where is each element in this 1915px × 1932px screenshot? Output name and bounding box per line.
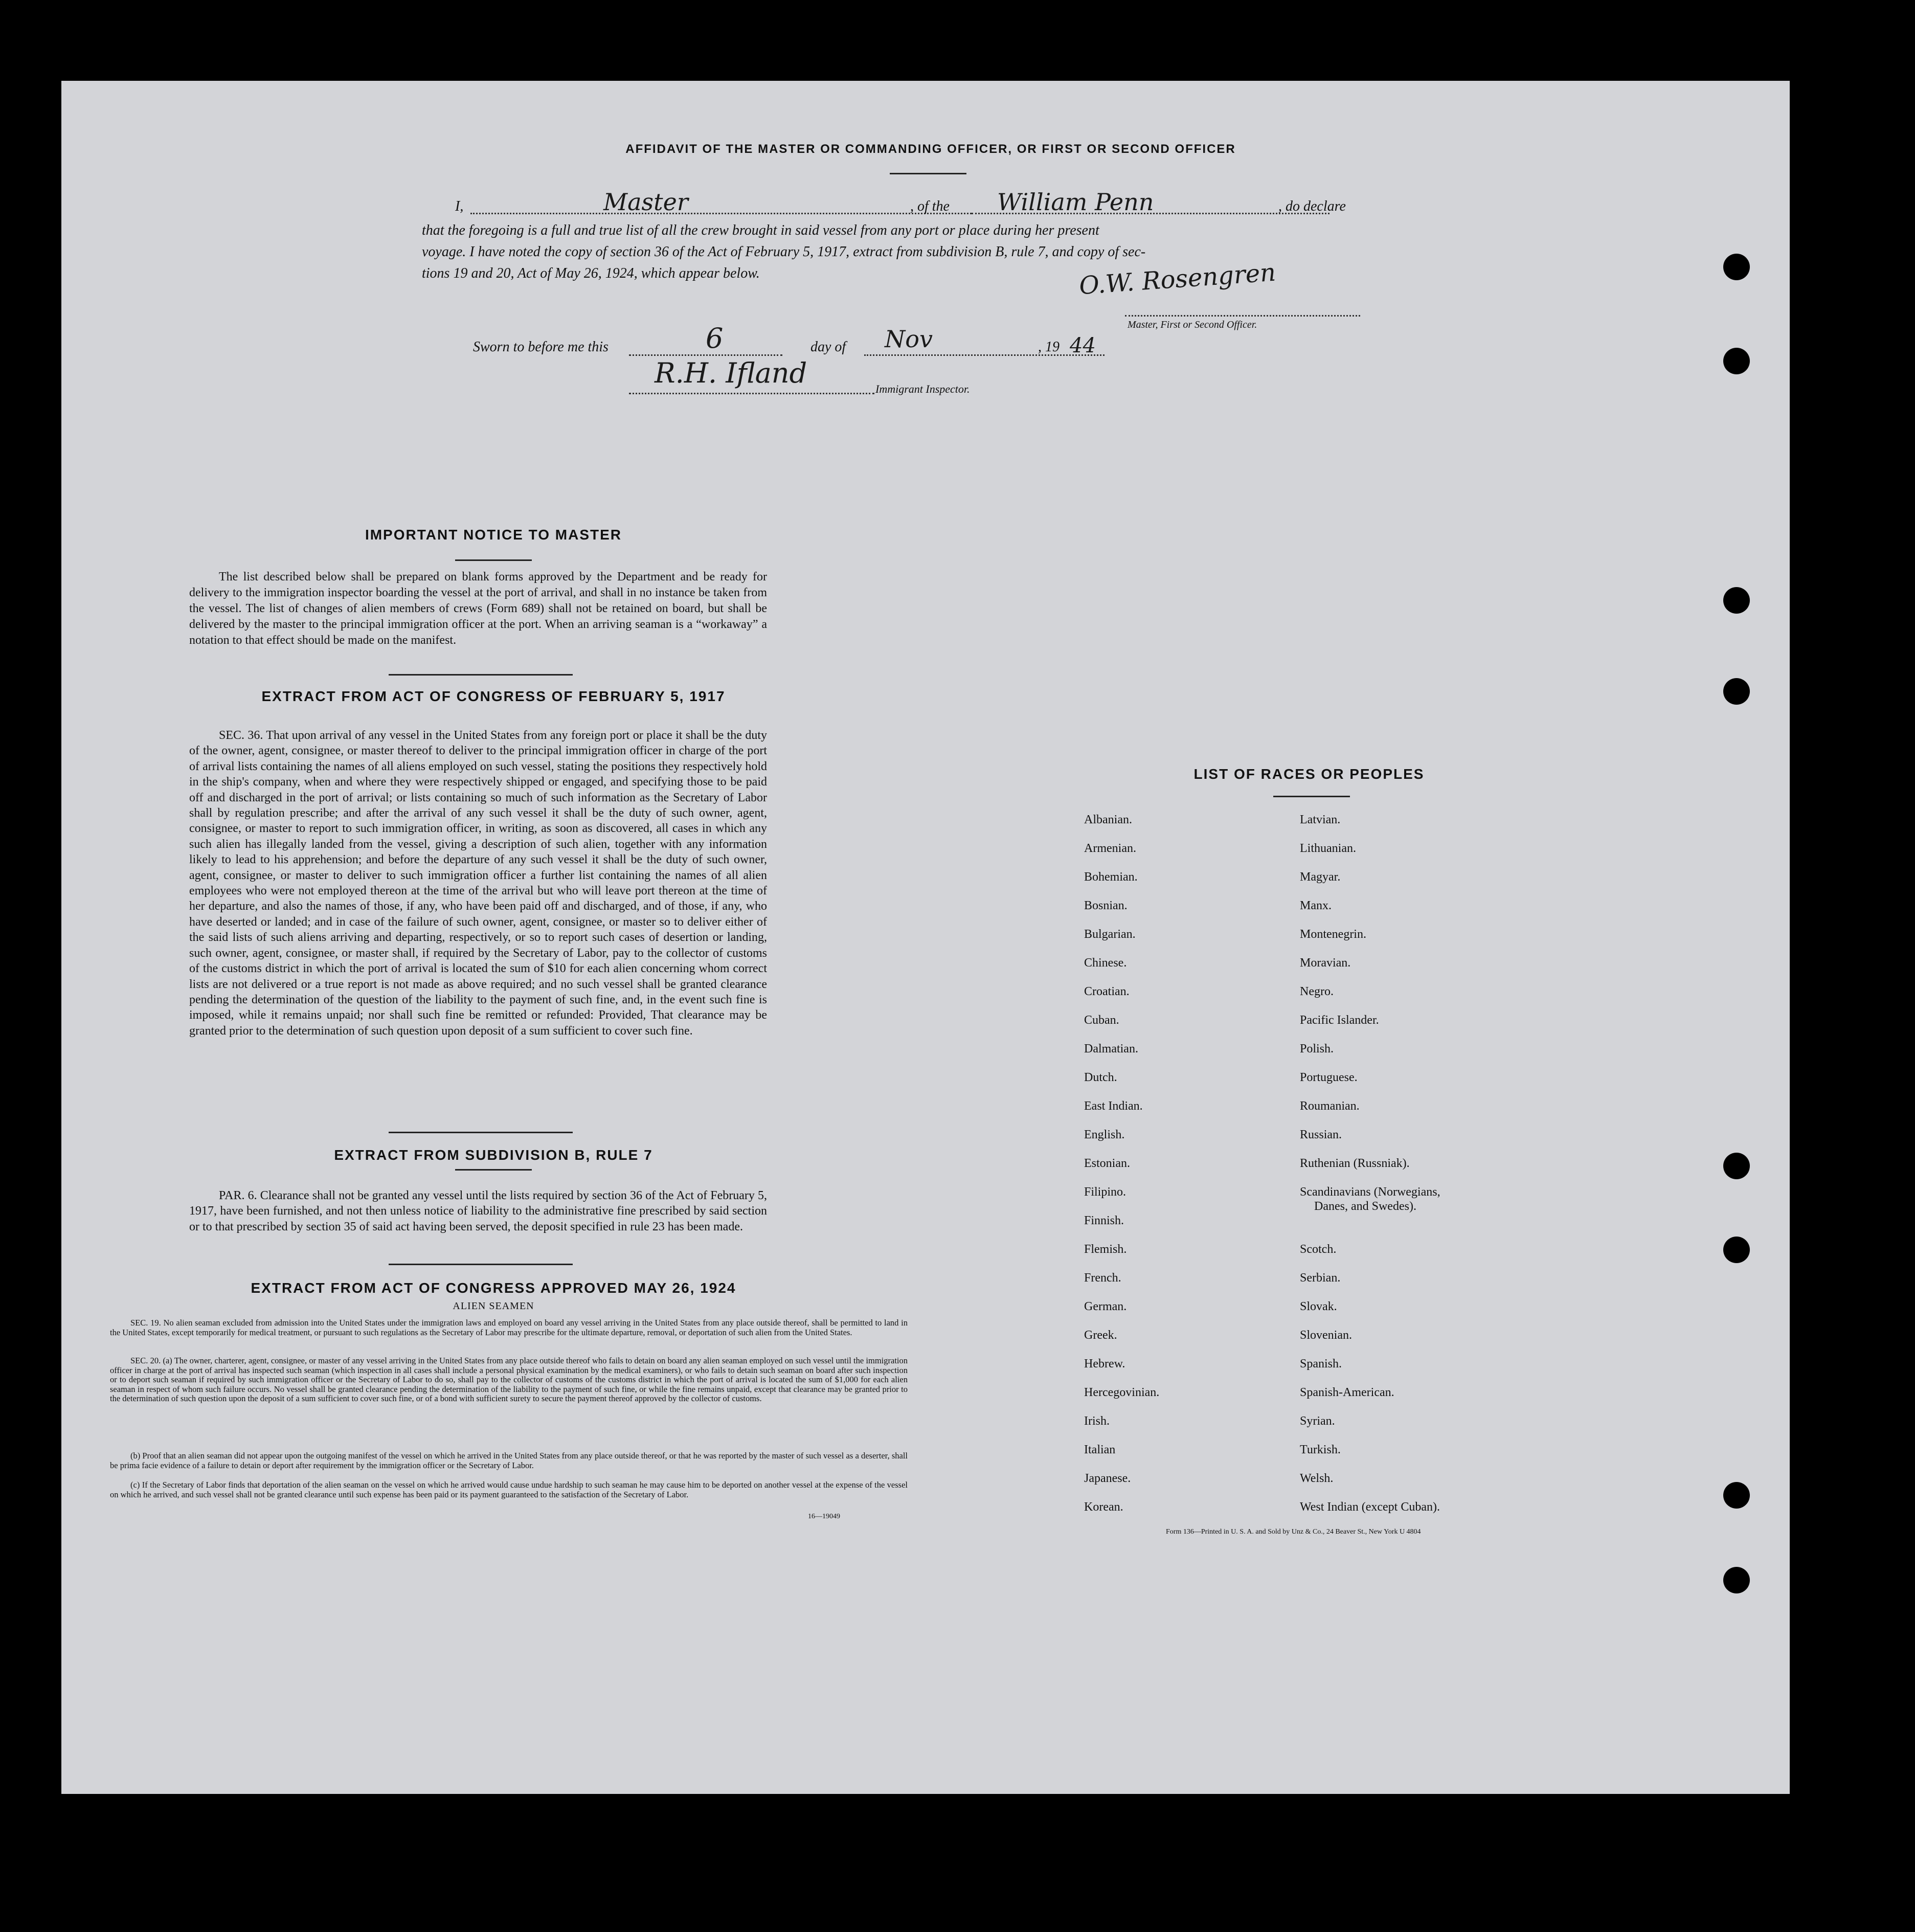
affidavit-title: AFFIDAVIT OF THE MASTER OR COMMANDING OFFICER, OR FIRST OR SECOND OFFICER (625, 142, 1236, 156)
race-item: Chinese. (1084, 956, 1127, 970)
race-item: Greek. (1084, 1329, 1117, 1342)
race-item: French. (1084, 1271, 1121, 1285)
race-item: Irish. (1084, 1414, 1110, 1428)
day-of-label: day of (810, 339, 846, 355)
extract-rule7-title: EXTRACT FROM SUBDIVISION B, RULE 7 (334, 1147, 653, 1163)
race-item: Hercegovinian. (1084, 1386, 1160, 1399)
race-item: Lithuanian. (1300, 842, 1356, 855)
race-item: Japanese. (1084, 1472, 1131, 1485)
race-item: Ruthenian (Russniak). (1300, 1157, 1410, 1170)
race-item: Manx. (1300, 899, 1332, 912)
extract-1924-title: EXTRACT FROM ACT OF CONGRESS APPROVED MAY 26, 1924 (251, 1280, 736, 1296)
race-item: Portuguese. (1300, 1071, 1358, 1084)
affidavit-line-4: tions 19 and 20, Act of May 26, 1924, which appear below. (422, 265, 760, 281)
extract-1924-sec20c: (c) If the Secretary of Labor finds that deportation of the alien seaman on the vessel on which he arrived would cause undue hardship to such seaman he may cause him to be deported on another vessel at the expense of the vessel on which he arrived, and such vessel shall not be granted clearance until such expense has been paid or its payment guaranteed to the satisfaction of the Secretary of Labor. (110, 1480, 908, 1499)
officer-signature: O.W. Rosengren (1078, 258, 1277, 301)
race-item: Armenian. (1084, 842, 1136, 855)
divider (890, 173, 966, 174)
affidavit-line-2: that the foregoing is a full and true list of all the crew brought in said vessel from any port or place during her present (422, 222, 1099, 238)
race-item: Albanian. (1084, 813, 1132, 826)
races-title: LIST OF RACES OR PEOPLES (1193, 766, 1425, 782)
extract-rule7-body: PAR. 6. Clearance shall not be granted any vessel until the lists required by section 36 of the Act of February 5, 1917, have been furnished, and not then unless notice of liability to the administrative fine prescribed by said section or to that prescribed by section 35 of said act having been served, the deposit specified in rule 23 has been made. (189, 1189, 767, 1233)
race-item: Italian (1084, 1443, 1116, 1456)
extract-1924-subtitle: ALIEN SEAMEN (453, 1300, 534, 1312)
race-item: Dutch. (1084, 1071, 1117, 1084)
race-item: Danes, and Swedes). (1314, 1200, 1416, 1213)
master-name-handwritten: Master (603, 188, 688, 216)
document-sheet (61, 81, 1790, 1794)
race-item: Syrian. (1300, 1414, 1335, 1428)
sworn-label: Sworn to before me this (473, 339, 609, 355)
race-item: Russian. (1300, 1128, 1342, 1141)
month-line (864, 354, 1105, 356)
affidavit-line-3: voyage. I have noted the copy of section 36 of the Act of February 5, 1917, extract from subdivision B, rule 7, and copy of sec- (422, 244, 1146, 260)
race-item: Pacific Islander. (1300, 1014, 1379, 1027)
race-item: Bohemian. (1084, 870, 1138, 884)
extract-1924-sec20a: SEC. 20. (a) The owner, charterer, agent, consignee, or master of any vessel arriving in the United States from any place outside thereof who fails to detain on board any alien seaman employed on such vessel until the immigration officer in charge at the port of arrival has inspected such seaman (which inspection in all cases shall include a personal physical examination by the medical examiners), or who fails to detain such seaman on board after such inspection or to deport such seaman if required by such immigration officer or the Secretary of Labor to do so, shall pay to the collector of customs of the customs district in which the port of arrival is located the sum of $1,000 for each alien seaman in respect of whom such failure occurs. No vessel shall be granted clearance pending the determination of the liability to the payment of such fine, or while the fine remains unpaid, except that clearance may be granted prior to the determination of such question upon the deposit of a sum sufficient to cover such fine, or of a bond with sufficient surety to secure the payment thereof approved by the collector of customs. (110, 1356, 908, 1404)
race-item: English. (1084, 1128, 1125, 1141)
punch-hole (1723, 1153, 1750, 1179)
race-item: Korean. (1084, 1500, 1123, 1514)
race-item: Slovak. (1300, 1300, 1337, 1313)
race-item: Welsh. (1300, 1472, 1334, 1485)
day-handwritten: 6 (706, 322, 724, 354)
month-handwritten: Nov (885, 325, 933, 353)
extract-1924-sec19: SEC. 19. No alien seaman excluded from admission into the United States under the immigration laws and employed on board any vessel arriving in the United States from any place outside thereof, shall be permitted to land in the United States, except temporarily for medical treatment, or pursuant to such regulations as the Secretary of Labor may prescribe for the ultimate departure, removal, or deportation of such alien from the United States. (110, 1318, 908, 1337)
punch-hole (1723, 1482, 1750, 1509)
divider (455, 1169, 532, 1171)
race-item: Scandinavians (Norwegians, (1300, 1185, 1440, 1199)
race-item: Polish. (1300, 1042, 1334, 1055)
race-item: Flemish. (1084, 1243, 1127, 1256)
race-item: Dalmatian. (1084, 1042, 1138, 1055)
race-item: Latvian. (1300, 813, 1341, 826)
year-handwritten: 44 (1070, 334, 1096, 357)
race-item: Bosnian. (1084, 899, 1128, 912)
inspector-label: Immigrant Inspector. (875, 383, 970, 395)
officer-label: Master, First or Second Officer. (1128, 319, 1257, 330)
print-code: 16—19049 (808, 1513, 840, 1520)
race-item: Scotch. (1300, 1243, 1337, 1256)
notice-title: IMPORTANT NOTICE TO MASTER (365, 527, 622, 543)
officer-signature-line (1125, 315, 1360, 317)
race-item: West Indian (except Cuban). (1300, 1500, 1440, 1514)
do-declare-label: , do declare (1278, 198, 1346, 214)
divider (1273, 796, 1350, 797)
race-item: Moravian. (1300, 956, 1351, 970)
extract-1924-sec20b: (b) Proof that an alien seaman did not appear upon the outgoing manifest of the vessel on which he arrived in the United States from any place outside thereof, or that he was reported by the master of such vessel as a deserter, shall be prima facie evidence of a failure to detain or deport after requirement by the immigration officer or the Secretary of Labor. (110, 1451, 908, 1470)
of-the-label: , of the (910, 198, 950, 214)
race-item: Finnish. (1084, 1214, 1124, 1227)
inspector-signature: R.H. Ifland (655, 357, 807, 389)
day-line (629, 354, 782, 356)
year-prefix: , 19 (1038, 339, 1060, 355)
vessel-name-handwritten: William Penn (997, 188, 1154, 216)
race-item: Magyar. (1300, 870, 1341, 884)
race-item: Montenegrin. (1300, 928, 1366, 941)
race-item: Serbian. (1300, 1271, 1341, 1285)
divider (389, 1132, 573, 1133)
race-item: East Indian. (1084, 1099, 1143, 1113)
race-item: Negro. (1300, 985, 1334, 998)
race-item: German. (1084, 1300, 1127, 1313)
punch-hole (1723, 1237, 1750, 1263)
divider (389, 1264, 573, 1265)
race-item: Roumanian. (1300, 1099, 1360, 1113)
punch-hole (1723, 254, 1750, 280)
notice-body: The list described below shall be prepared on blank forms approved by the Department and be ready for delivery to the immigration inspector boarding the vessel at the port of arrival, and shall in no instance be taken from the vessel. The list of changes of alien members of crews (Form 689) shall not be retained on board, but shall be delivered by the master to the principal immigration officer at the port. When an arriving seaman is a “workaway” a notation to that effect should be made on the manifest. (189, 570, 767, 647)
race-item: Estonian. (1084, 1157, 1130, 1170)
affidavit-i-label: I, (455, 198, 464, 214)
punch-hole (1723, 1567, 1750, 1593)
race-item: Filipino. (1084, 1185, 1127, 1199)
name-line (470, 213, 972, 214)
race-item: Cuban. (1084, 1014, 1119, 1027)
punch-hole (1723, 678, 1750, 705)
punch-hole (1723, 348, 1750, 374)
divider (389, 674, 573, 676)
punch-hole (1723, 587, 1750, 614)
race-item: Hebrew. (1084, 1357, 1125, 1371)
inspector-line (629, 393, 874, 394)
extract-1917-body: SEC. 36. That upon arrival of any vessel in the United States from any foreign port or place it shall be the duty of the owner, agent, consignee, or master thereof to deliver to the principal immigration officer in charge of the port of arrival lists containing the names of all aliens employed on such vessel, stating the positions they respectively hold in the ship's company, when and where they were respectively shipped or engaged, and specifying those to be paid off and discharged in the port of arrival; or lists containing so much of such information as the Secretary of Labor shall by regulation prescribe; and after the arrival of any such vessel it shall be the duty of such owner, agent, consignee, or master to report to such immigration officer, in writing, as soon as discovered, all cases in which any such alien has illegally landed from the vessel, giving a description of such alien, together with any information likely to lead to his apprehension; and before the departure of any such vessel it shall be the duty of such owner, agent, consignee, or master to deliver to such immigration officer a further list containing the names of all alien employees who were not employed thereon at the time of the arrival but who will leave port thereon at the time of her departure, and also the names of those, if any, who have been paid off and discharged, and of those, if any, who have deserted or landed; and in case of the failure of such owner, agent, consignee, or master so to deliver either of the said lists of such aliens arriving and departing, respectively, or so to report such cases of desertion or landing, such owner, agent, consignee, or master shall, if required by the Secretary of Labor, pay to the collector of customs of the customs district in which the port of arrival is located the sum of $10 for each alien concerning whom correct lists are not delivered or a true report is not made as above required; and no such vessel shall be granted clearance pending the determination of the question of the liability to the payment of such fine, and, in the event such fine is imposed, while it remains unpaid; nor shall such fine be remitted or refunded: Provided, That clearance may be granted prior to the determination of such question upon deposit of a sum sufficient to cover such fine. (189, 729, 767, 1038)
race-item: Turkish. (1300, 1443, 1341, 1456)
extract-1917-title: EXTRACT FROM ACT OF CONGRESS OF FEBRUARY 5, 1917 (261, 688, 726, 704)
race-item: Bulgarian. (1084, 928, 1136, 941)
divider (455, 559, 532, 561)
race-item: Spanish. (1300, 1357, 1342, 1371)
race-item: Croatian. (1084, 985, 1130, 998)
race-item: Spanish-American. (1300, 1386, 1394, 1399)
form-footer: Form 136—Printed in U. S. A. and Sold by Unz & Co., 24 Beaver St., New York U 4804 (1166, 1528, 1421, 1536)
race-item: Slovenian. (1300, 1329, 1352, 1342)
